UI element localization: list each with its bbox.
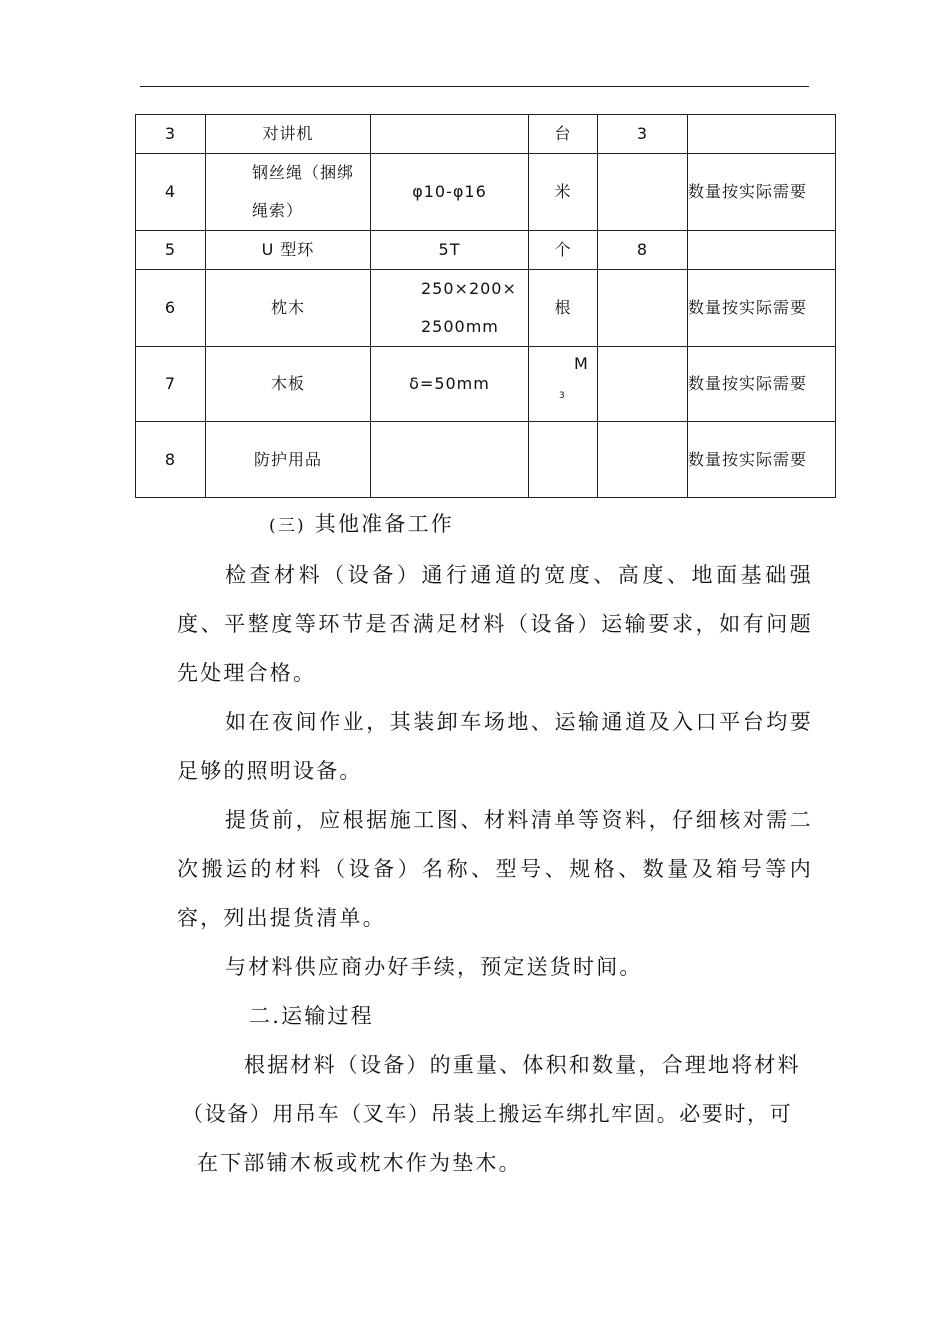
- item-name: 对讲机: [206, 115, 371, 154]
- paragraph-line: 根据材料（设备）的重量、体积和数量，合理地将材料: [244, 1053, 801, 1077]
- item-qty: [598, 422, 688, 498]
- paragraph: 提货前，应根据施工图、材料清单等资料，仔细核对需二次搬运的材料（设备）名称、型号、规格、数量及箱号等内容，列出提货清单。: [177, 808, 813, 930]
- table-row: [136, 231, 836, 270]
- section-heading: [177, 500, 813, 551]
- item-note: [688, 231, 836, 270]
- paragraph: 如在夜间作业，其装卸车场地、运输通道及入口平台均要足够的照明设备。: [177, 710, 813, 783]
- row-number: 7: [136, 347, 206, 422]
- item-note: 数量按实际需要: [688, 347, 836, 422]
- item-name: 枕木: [206, 270, 371, 347]
- item-spec: δ=50mm: [371, 347, 529, 422]
- item-unit: 根: [529, 270, 598, 347]
- item-note: [688, 115, 836, 154]
- section-heading: 二.运输过程: [249, 1004, 374, 1028]
- document-body: [177, 500, 813, 1188]
- item-unit: [529, 422, 598, 498]
- item-name: U 型环: [206, 231, 371, 270]
- item-qty: [598, 347, 688, 422]
- table-row: [136, 154, 836, 231]
- item-qty: 8: [598, 231, 688, 270]
- paragraph: 与材料供应商办好手续，预定送货时间。: [225, 955, 643, 979]
- item-unit-superscript: 3: [559, 391, 566, 401]
- row-number: 8: [136, 422, 206, 498]
- item-name: 防护用品: [206, 422, 371, 498]
- item-note: 数量按实际需要: [688, 154, 836, 231]
- table-row: [136, 115, 836, 154]
- paragraph-line: 在下部铺木板或枕木作为垫木。: [197, 1151, 522, 1175]
- paragraph: [182, 1041, 813, 1188]
- section-number: (三): [269, 516, 306, 536]
- item-name: 钢丝绳（捆绑绳索）: [206, 154, 371, 231]
- item-spec: 250×200×2500mm: [371, 270, 529, 347]
- section-title: 其他准备工作: [314, 512, 454, 536]
- table-row: [136, 270, 836, 347]
- item-note: 数量按实际需要: [688, 270, 836, 347]
- item-unit: 个: [529, 231, 598, 270]
- item-spec: φ10-φ16: [371, 154, 529, 231]
- item-qty: 3: [598, 115, 688, 154]
- item-qty: [598, 154, 688, 231]
- materials-table: [135, 114, 836, 498]
- paragraph-line: （设备）用吊车（叉车）吊装上搬运车绑扎牢固。必要时，可: [182, 1102, 793, 1126]
- item-qty: [598, 270, 688, 347]
- item-note: 数量按实际需要: [688, 422, 836, 498]
- row-number: 3: [136, 115, 206, 154]
- item-name: 木板: [206, 347, 371, 422]
- item-unit: 台: [529, 115, 598, 154]
- item-unit-cell: [529, 347, 598, 422]
- paragraph: 检查材料（设备）通行通道的宽度、高度、地面基础强度、平整度等环节是否满足材料（设备）运输要求，如有问题先处理合格。: [177, 563, 813, 685]
- row-number: 4: [136, 154, 206, 231]
- item-spec: 5T: [371, 231, 529, 270]
- item-spec: [371, 115, 529, 154]
- row-number: 6: [136, 270, 206, 347]
- item-unit: 米: [529, 154, 598, 231]
- row-number: 5: [136, 231, 206, 270]
- table-row: [136, 347, 836, 422]
- item-spec: [371, 422, 529, 498]
- header-rule: [140, 86, 809, 87]
- table-row: [136, 422, 836, 498]
- item-unit: M: [574, 354, 589, 373]
